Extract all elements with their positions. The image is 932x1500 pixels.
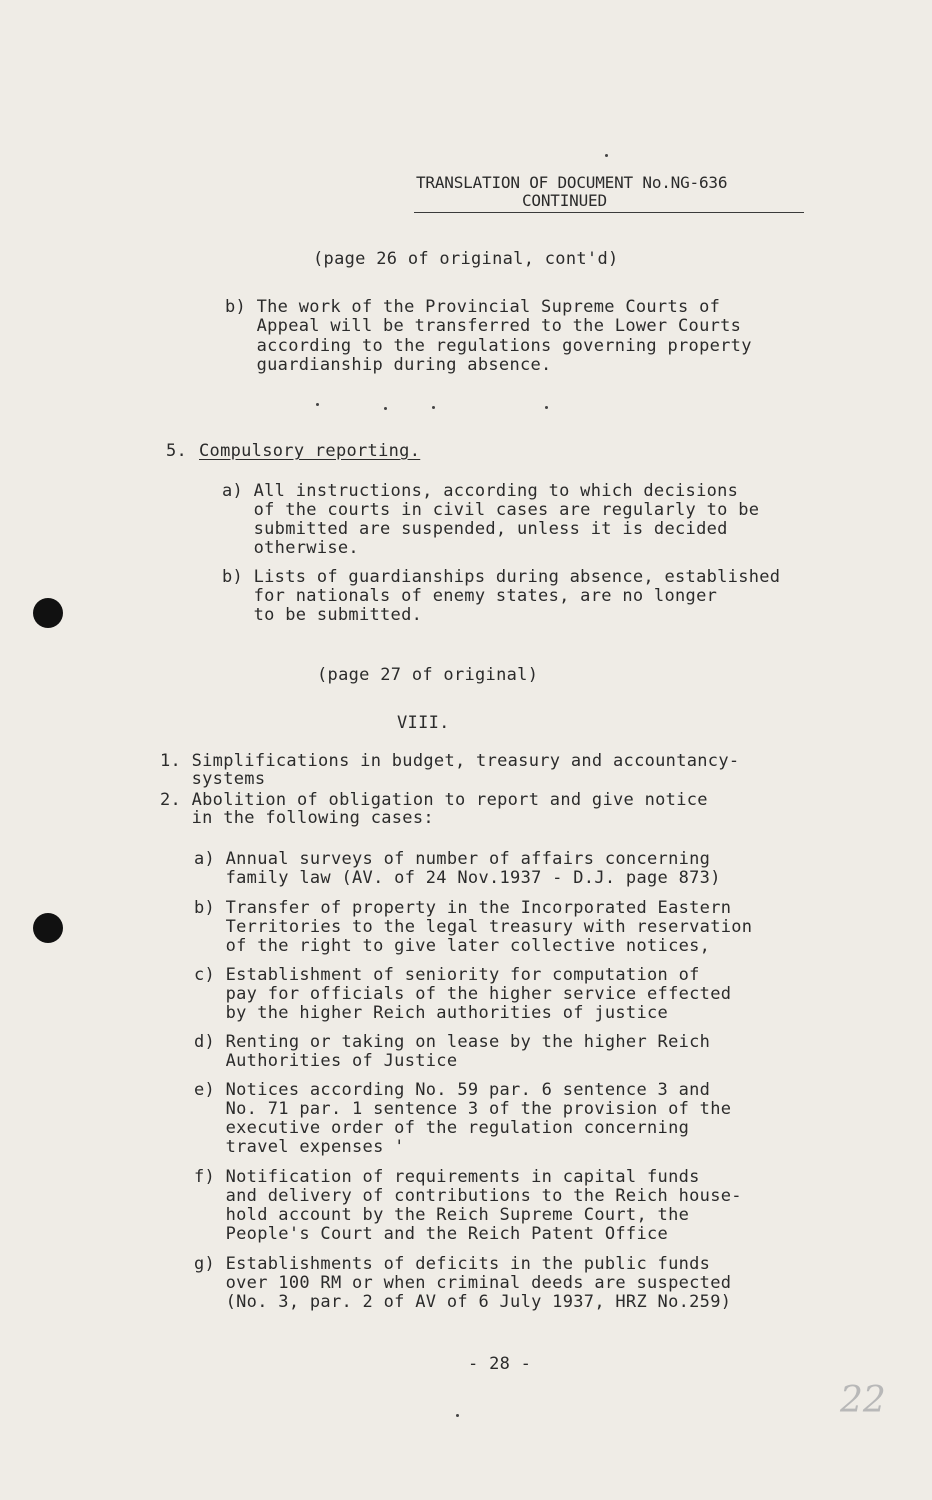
- viii-item-a-line-2: family law (AV. of 24 Nov.1937 - D.J. page 873): [194, 868, 721, 888]
- item-b-line-3: according to the regulations governing property: [225, 336, 752, 356]
- viii-item-d-line-1: d) Renting or taking on lease by the higher Reich: [194, 1032, 711, 1052]
- speck: [605, 154, 608, 157]
- viii-item-a-line-1: a) Annual surveys of number of affairs concerning: [194, 849, 711, 869]
- viii-item-b-line-1: b) Transfer of property in the Incorporated Eastern: [194, 898, 732, 918]
- header-rule: [414, 212, 804, 213]
- viii-item-d-line-2: Authorities of Justice: [194, 1051, 458, 1071]
- viii-item-f-line-3: hold account by the Reich Supreme Court, the: [194, 1205, 690, 1225]
- viii-item-f-line-2: and delivery of contributions to the Reich house-: [194, 1186, 742, 1206]
- speck: [545, 406, 548, 409]
- section-5-item-b-line-3: to be submitted.: [222, 605, 423, 625]
- section-5-item-a-line-3: submitted are suspended, unless it is decided: [222, 519, 728, 539]
- speck: [316, 403, 319, 406]
- viii-item-f-line-4: People's Court and the Reich Patent Office: [194, 1224, 669, 1244]
- viii-item-c-line-3: by the higher Reich authorities of justice: [194, 1003, 669, 1023]
- item-b-line-2: Appeal will be transferred to the Lower Courts: [225, 316, 742, 336]
- viii-item-e-line-1: e) Notices according No. 59 par. 6 sentence 3 and: [194, 1080, 711, 1100]
- speck: [432, 406, 435, 409]
- folio-number: 22: [840, 1380, 886, 1421]
- section-5-item-b-line-1: b) Lists of guardianships during absence, established: [222, 567, 781, 587]
- section-5-item-a-line-2: of the courts in civil cases are regularly to be: [222, 500, 760, 520]
- viii-point-2-line-2: in the following cases:: [160, 808, 434, 828]
- viii-item-c-line-1: c) Establishment of seniority for computation of: [194, 965, 700, 985]
- page-reference-26: (page 26 of original, cont'd): [313, 249, 619, 269]
- section-5-number: 5.: [166, 441, 188, 461]
- viii-point-1-line-2: systems: [160, 769, 266, 789]
- header-title: TRANSLATION OF DOCUMENT No.NG-636: [416, 173, 728, 192]
- viii-item-g-line-2: over 100 RM or when criminal deeds are suspected: [194, 1273, 732, 1293]
- viii-item-g-line-3: (No. 3, par. 2 of AV of 6 July 1937, HRZ No.259): [194, 1292, 732, 1312]
- speck: [456, 1414, 459, 1417]
- viii-item-f-line-1: f) Notification of requirements in capital funds: [194, 1167, 700, 1187]
- item-b-line-1: b) The work of the Provincial Supreme Courts of: [225, 297, 721, 317]
- speck: [384, 407, 387, 410]
- section-5-item-a-line-1: a) All instructions, according to which decisions: [222, 481, 739, 501]
- viii-item-b-line-3: of the right to give later collective notices,: [194, 936, 711, 956]
- section-5-item-b-line-2: for nationals of enemy states, are no longer: [222, 586, 718, 606]
- section-5-item-a-line-4: otherwise.: [222, 538, 359, 558]
- page-reference-27: (page 27 of original): [317, 665, 539, 685]
- viii-point-1-line-1: 1. Simplifications in budget, treasury and accountancy-: [160, 751, 740, 771]
- section-5-heading: Compulsory reporting.: [199, 441, 421, 461]
- viii-point-2-line-1: 2. Abolition of obligation to report and give notice: [160, 790, 708, 810]
- viii-item-g-line-1: g) Establishments of deficits in the public funds: [194, 1254, 711, 1274]
- viii-item-b-line-2: Territories to the legal treasury with reservation: [194, 917, 753, 937]
- page-number: - 28 -: [468, 1354, 532, 1374]
- viii-item-e-line-2: No. 71 par. 1 sentence 3 of the provision of the: [194, 1099, 732, 1119]
- header-subtitle: CONTINUED: [522, 191, 607, 210]
- viii-item-e-line-4: travel expenses ': [194, 1137, 405, 1157]
- punch-hole-upper: [33, 598, 63, 628]
- punch-hole-lower: [33, 913, 63, 943]
- viii-item-c-line-2: pay for officials of the higher service effected: [194, 984, 732, 1004]
- item-b-line-4: guardianship during absence.: [225, 355, 552, 375]
- section-viii-heading: VIII.: [397, 713, 450, 733]
- viii-item-e-line-3: executive order of the regulation concerning: [194, 1118, 690, 1138]
